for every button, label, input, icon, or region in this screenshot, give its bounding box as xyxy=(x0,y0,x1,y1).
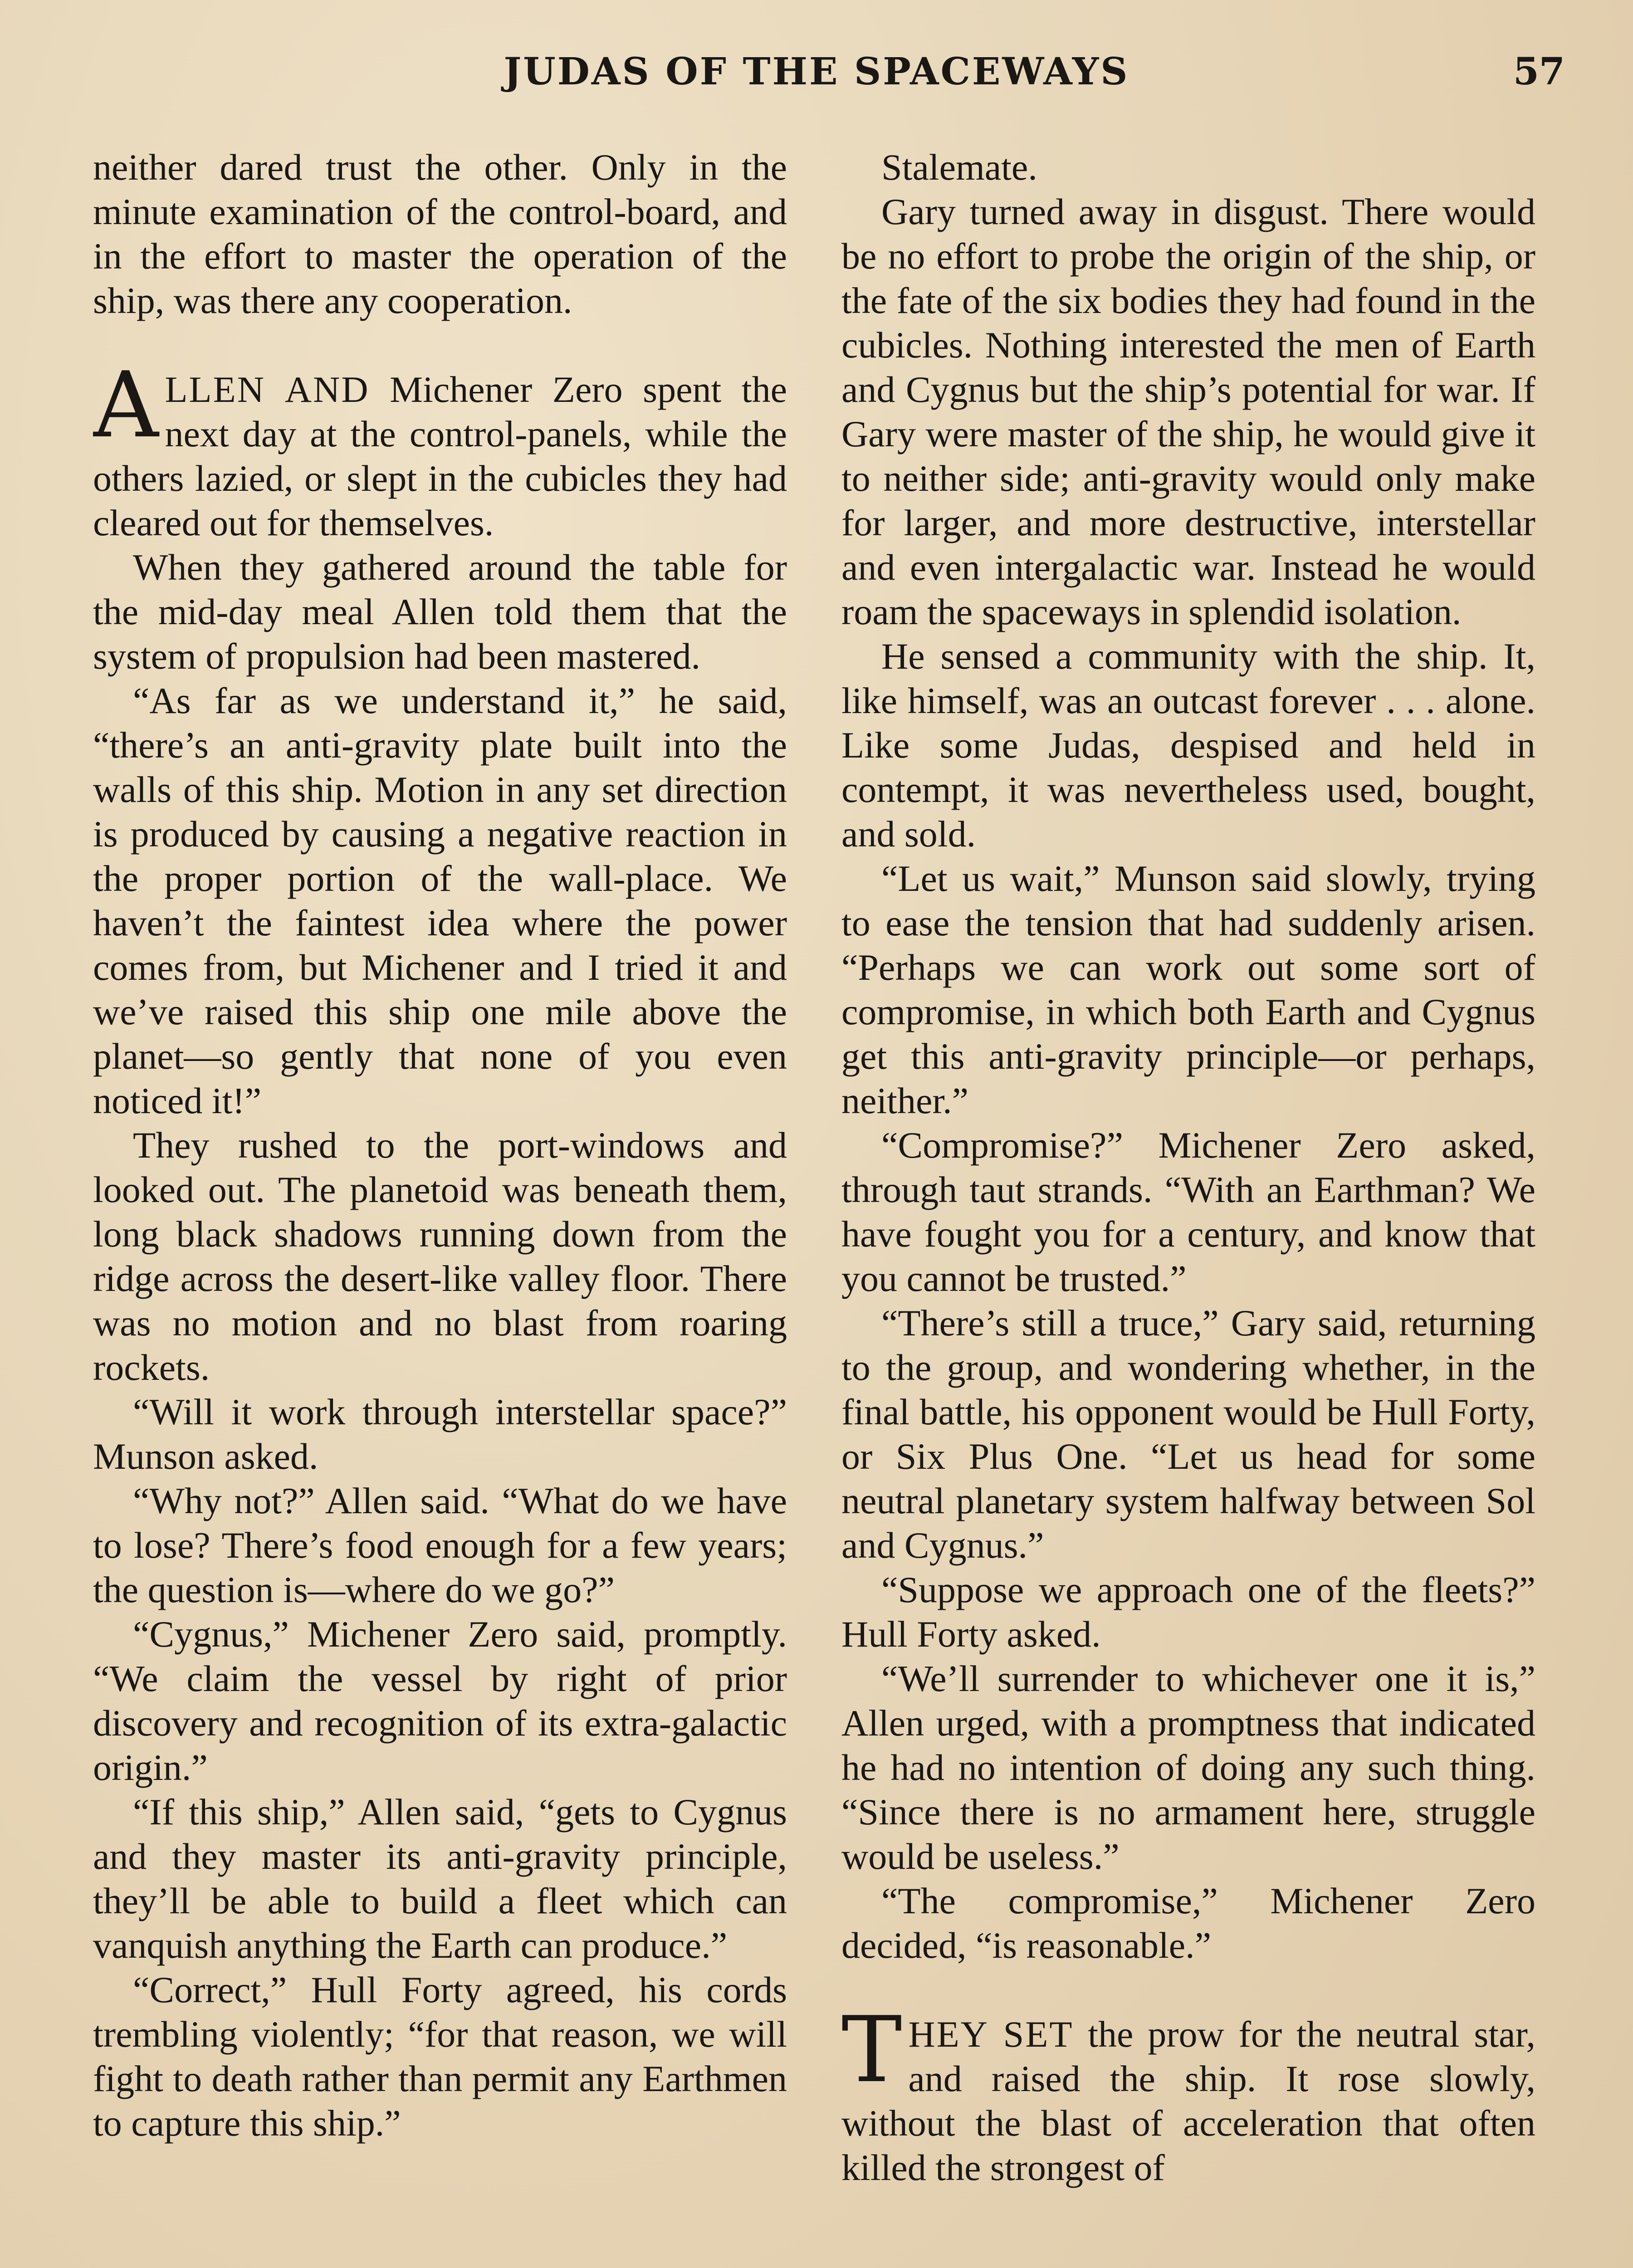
paragraph: Gary turned away in disgust. There would be no effort to probe the origin of the ship, or the fate of the six bodies they had found in the cubicles. Nothing interested the men of Earth and Cygnus but the ship’s potential for war. If Gary were master of the ship, he would give it to neither side; anti-gravity would only make for larger, and more destructive, interstellar and even intergalactic war. Instead he would roam the spaceways in splendid isolation. xyxy=(841,191,1535,632)
paragraph: “Will it work through interstellar space?” Munson asked. xyxy=(93,1391,787,1477)
paragraph: “There’s still a truce,” Gary said, returning to the group, and wondering whether, in the final battle, his opponent would be Hull Forty, or Six Plus One. “Let us head for some neutral planetary system halfway between Sol and Cygnus.” xyxy=(841,1302,1535,1566)
paragraph-text: Michener Zero spent the next day at the control-panels, while the others lazied, or slept in the cubicles they had cleared out for themselves. xyxy=(93,369,787,543)
paragraph: “If this ship,” Allen said, “gets to Cygnus and they master its anti-gravity principle, they’ll be able to build a fleet which can vanquish anything the Earth can produce.” xyxy=(93,1791,787,1966)
paragraph: “Cygnus,” Michener Zero said, promptly. “We claim the vessel by right of prior discovery and recognition of its extra-galactic origin.” xyxy=(93,1613,787,1788)
left-column xyxy=(93,145,787,2268)
paragraph: neither dared trust the other. Only in the minute examination of the control-board, and in the effort to master the operation of the ship, was there any cooperation. xyxy=(93,147,787,321)
running-header: JUDAS OF THE SPACEWAYS xyxy=(504,50,1129,93)
right-column xyxy=(841,145,1535,2268)
paragraph: “Suppose we approach one of the fleets?” Hull Forty asked. xyxy=(841,1569,1535,1655)
paragraph: Stalemate. xyxy=(881,147,1037,188)
lead-in-caps: HEY SET xyxy=(908,2014,1074,2055)
paragraph-drop-cap xyxy=(93,352,787,545)
paragraph: “The compromise,” Michener Zero decided, “is reasonable.” xyxy=(841,1880,1535,1966)
paragraph: “We’ll surrender to whichever one it is,” Allen urged, with a promptness that indicated he had no intention of doing any such thing. “Since there is no armament here, struggle would be useless.” xyxy=(841,1658,1535,1877)
drop-cap: T xyxy=(841,1997,902,2103)
paragraph: “As far as we understand it,” he said, “there’s an anti-gravity plate built into the walls of this ship. Motion in any set direction is produced by causing a negative reaction in the proper portion of the wall-place. We haven’t the faintest idea where the power comes from, but Michener and I tried it and we’ve raised this ship one mile above the planet—so gently that none of you even noticed it!” xyxy=(93,680,787,1121)
paragraph: When they gathered around the table for the mid-day meal Allen told them that the system of propulsion had been mastered. xyxy=(93,547,787,677)
paragraph: “Let us wait,” Munson said slowly, trying to ease the tension that had suddenly arisen. “Perhaps we can work out some sort of compromise, in which both Earth and Cygnus get this anti-gravity principle—or perhaps, neither.” xyxy=(841,858,1535,1121)
page-number: 57 xyxy=(1513,50,1565,93)
drop-cap: A xyxy=(93,352,159,458)
paragraph-text: the prow for the neutral star, and raised the ship. It rose slowly, without the blast of acceleration that often killed the strongest of xyxy=(841,2014,1535,2188)
paragraph: “Why not?” Allen said. “What do we have to lose? There’s food enough for a few years; the question is—where do we go?” xyxy=(93,1480,787,1610)
lead-in-caps: LLEN AND xyxy=(165,369,370,410)
paragraph: “Compromise?” Michener Zero asked, through taut strands. “With an Earthman? We have fought you for a century, and know that you cannot be trusted.” xyxy=(841,1124,1535,1299)
paragraph: They rushed to the port-windows and looked out. The planetoid was beneath them, long black shadows running down from the ridge across the desert-like valley floor. There was no motion and no blast from roaring rockets. xyxy=(93,1124,787,1388)
paragraph-drop-cap xyxy=(841,1997,1535,2190)
paragraph: “Correct,” Hull Forty agreed, his cords trembling violently; “for that reason, we will fight to death rather than permit any Earthmen to capture this ship.” xyxy=(93,1969,787,2144)
paragraph: He sensed a community with the ship. It, like himself, was an outcast forever . . . alone. Like some Judas, despised and held in contempt, it was nevertheless used, bought, and sold. xyxy=(841,635,1535,855)
